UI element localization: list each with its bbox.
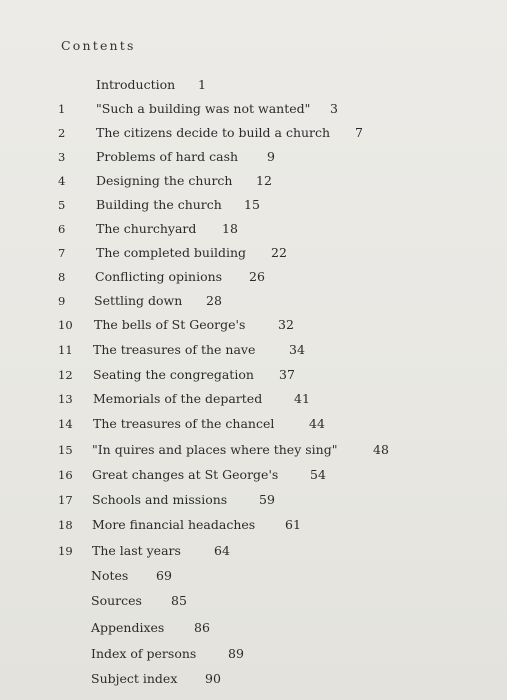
page-number: 18 — [222, 221, 238, 236]
toc-entry — [0, 567, 507, 585]
contents-heading: Contents — [61, 38, 136, 53]
chapter-number: 19 — [58, 544, 73, 558]
chapter-number: 5 — [58, 198, 66, 212]
page-number: 90 — [205, 671, 221, 686]
chapter-title: The last years — [92, 543, 181, 558]
toc-entry — [0, 148, 507, 166]
page-number: 64 — [214, 543, 230, 558]
toc-entry — [0, 220, 507, 238]
toc-entry — [0, 466, 507, 484]
page-number: 85 — [171, 593, 187, 608]
toc-entry — [0, 592, 507, 610]
chapter-number: 13 — [58, 392, 73, 406]
chapter-number: 17 — [58, 493, 73, 507]
chapter-title: The treasures of the chancel — [93, 416, 275, 431]
page-number: 48 — [373, 442, 389, 457]
chapter-title: Conflicting opinions — [95, 269, 223, 284]
toc-entry — [0, 390, 507, 408]
chapter-title: Problems of hard cash — [96, 149, 239, 164]
chapter-title: Sources — [91, 593, 142, 608]
chapter-title: Subject index — [91, 671, 178, 686]
chapter-number: 7 — [58, 246, 66, 260]
chapter-number: 16 — [58, 468, 73, 482]
page-number: 59 — [259, 492, 275, 507]
chapter-title: Memorials of the departed — [93, 391, 263, 406]
toc-entry — [0, 268, 507, 286]
chapter-title: The churchyard — [96, 221, 197, 236]
page-number: 7 — [355, 125, 363, 140]
toc-entry — [0, 441, 507, 459]
page-number: 41 — [294, 391, 310, 406]
toc-entry — [0, 645, 507, 663]
chapter-title: Appendixes — [91, 620, 165, 635]
page-number: 28 — [206, 293, 222, 308]
chapter-number: 12 — [58, 368, 73, 382]
toc-entry — [0, 76, 507, 94]
chapter-title: Designing the church — [96, 173, 233, 188]
chapter-number: 15 — [58, 443, 73, 457]
toc-entry — [0, 619, 507, 637]
toc-entry — [0, 292, 507, 310]
page-number: 22 — [271, 245, 287, 260]
chapter-number: 4 — [58, 174, 66, 188]
toc-entry — [0, 244, 507, 262]
page-number: 54 — [310, 467, 326, 482]
page-number: 61 — [285, 517, 301, 532]
chapter-title: More financial headaches — [92, 517, 256, 532]
chapter-number: 18 — [58, 518, 73, 532]
chapter-number: 6 — [58, 222, 66, 236]
toc-entry — [0, 366, 507, 384]
chapter-title: The completed building — [96, 245, 247, 260]
page-number: 37 — [279, 367, 295, 382]
page-number: 3 — [330, 101, 338, 116]
chapter-title: Great changes at St George's — [92, 467, 279, 482]
page-number: 86 — [194, 620, 210, 635]
toc-entry — [0, 100, 507, 118]
toc-entry — [0, 542, 507, 560]
chapter-title: "In quires and places where they sing" — [92, 442, 338, 457]
chapter-number: 11 — [58, 343, 73, 357]
chapter-number: 2 — [58, 126, 66, 140]
toc-entry — [0, 491, 507, 509]
chapter-title: Seating the congregation — [93, 367, 254, 382]
chapter-title: Introduction — [96, 77, 176, 92]
chapter-title: The treasures of the nave — [93, 342, 256, 357]
chapter-title: Building the church — [96, 197, 222, 212]
chapter-title: "Such a building was not wanted" — [96, 101, 311, 116]
toc-entry — [0, 124, 507, 142]
toc-entry — [0, 316, 507, 334]
page-number: 1 — [198, 77, 206, 92]
page-number: 89 — [228, 646, 244, 661]
chapter-title: Schools and missions — [92, 492, 228, 507]
chapter-title: The bells of St George's — [94, 317, 246, 332]
chapter-number: 14 — [58, 417, 73, 431]
toc-entry — [0, 172, 507, 190]
chapter-title: Index of persons — [91, 646, 197, 661]
toc-entry — [0, 415, 507, 433]
page-number: 9 — [267, 149, 275, 164]
page-number: 69 — [156, 568, 172, 583]
chapter-title: Notes — [91, 568, 129, 583]
toc-entry — [0, 516, 507, 534]
page-number: 12 — [256, 173, 272, 188]
chapter-title: The citizens decide to build a church — [96, 125, 331, 140]
chapter-number: 10 — [58, 318, 73, 332]
chapter-number: 1 — [58, 102, 66, 116]
page-number: 26 — [249, 269, 265, 284]
page-number: 15 — [244, 197, 260, 212]
page-number: 32 — [278, 317, 294, 332]
chapter-number: 9 — [58, 294, 66, 308]
chapter-number: 3 — [58, 150, 66, 164]
toc-entry — [0, 670, 507, 688]
chapter-title: Settling down — [94, 293, 183, 308]
page-number: 44 — [309, 416, 325, 431]
chapter-number: 8 — [58, 270, 66, 284]
page-number: 34 — [289, 342, 305, 357]
toc-entry — [0, 341, 507, 359]
toc-entry — [0, 196, 507, 214]
